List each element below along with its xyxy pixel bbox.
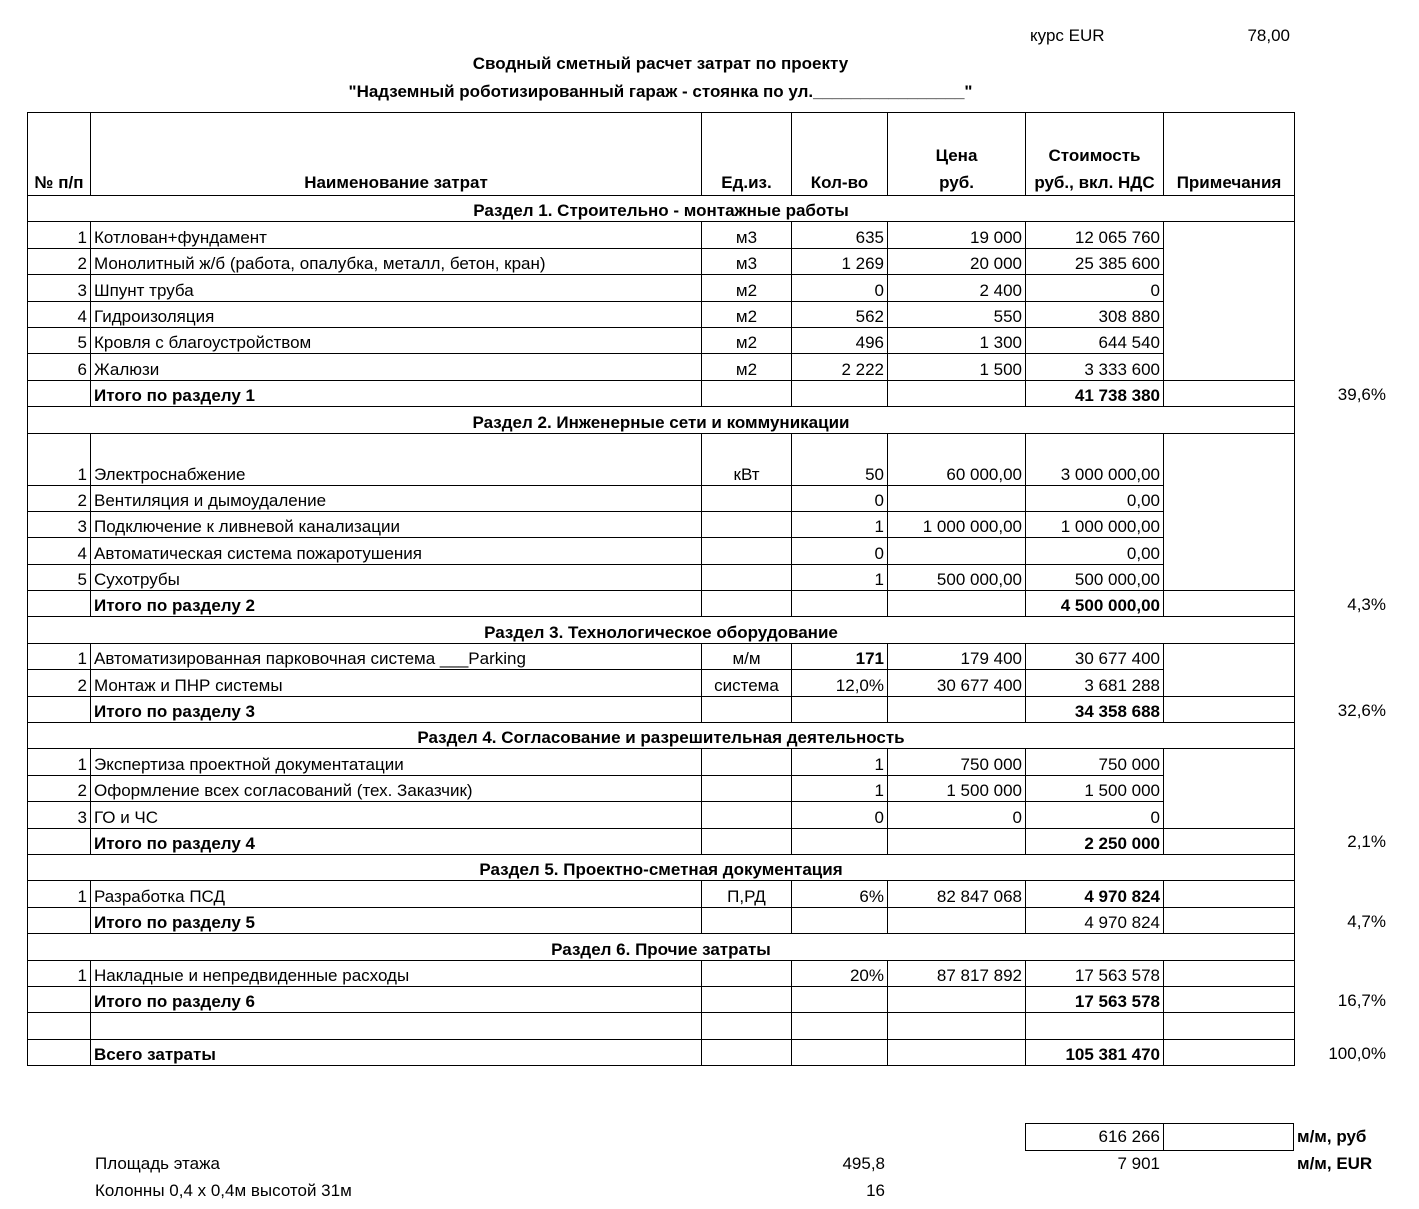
row-name: Вентиляция и дымоудаление [91, 485, 702, 511]
row-price: 60 000,00 [888, 433, 1026, 485]
section-total-row [28, 380, 1295, 406]
row-cost: 0,00 [1026, 485, 1164, 511]
row-unit [702, 775, 792, 801]
row-name: ГО и ЧС [91, 802, 702, 828]
row-cost: 4 970 824 [1026, 881, 1164, 907]
row-name: Монтаж и ПНР системы [91, 670, 702, 696]
row-price: 19 000 [888, 222, 1026, 248]
floor-area-label: Площадь этажа [95, 1154, 220, 1173]
empty-cell [1164, 1013, 1295, 1039]
row-qty: 1 [792, 749, 888, 775]
total-number [28, 591, 91, 617]
table-header-row [28, 113, 1295, 196]
total-number [28, 380, 91, 406]
row-number: 1 [28, 749, 91, 775]
table-row [28, 538, 1295, 564]
total-label: Итого по разделу 4 [91, 828, 702, 854]
per-place-rub-label: м/м, руб [1297, 1127, 1367, 1146]
col-header-cost [1026, 113, 1164, 196]
section-header-row [28, 723, 1295, 749]
row-price: 500 000,00 [888, 564, 1026, 590]
row-price: 20 000 [888, 248, 1026, 274]
row-qty: 0 [792, 802, 888, 828]
row-unit: м3 [702, 248, 792, 274]
row-price: 2 400 [888, 275, 1026, 301]
row-cost: 0,00 [1026, 538, 1164, 564]
row-qty: 6% [792, 881, 888, 907]
grand-total-unit [702, 1039, 792, 1065]
row-notes [1164, 485, 1295, 511]
row-cost: 3 681 288 [1026, 670, 1164, 696]
row-name: Гидроизоляция [91, 301, 702, 327]
section-title: Раздел 4. Согласование и разрешительная деятельность [28, 723, 1295, 749]
row-notes [1164, 564, 1295, 590]
grand-total-row [28, 1039, 1295, 1065]
total-label: Итого по разделу 1 [91, 380, 702, 406]
table-row [28, 643, 1295, 669]
section-share: 4,3% [1347, 594, 1386, 614]
section-title: Раздел 2. Инженерные сети и коммуникации [28, 407, 1295, 433]
row-qty: 496 [792, 327, 888, 353]
row-number: 6 [28, 354, 91, 380]
row-name: Шпунт труба [91, 275, 702, 301]
total-notes [1164, 907, 1295, 933]
row-qty: 1 [792, 564, 888, 590]
col-header-price [888, 113, 1026, 196]
row-notes [1164, 222, 1295, 248]
col-header-num: № п/п [28, 113, 91, 196]
total-cost: 41 738 380 [1026, 380, 1164, 406]
total-label: Итого по разделу 2 [91, 591, 702, 617]
row-qty: 12,0% [792, 670, 888, 696]
row-notes [1164, 354, 1295, 380]
section-title: Раздел 3. Технологическое оборудование [28, 617, 1295, 643]
table-row [28, 564, 1295, 590]
total-cost: 17 563 578 [1026, 986, 1164, 1012]
row-unit: м2 [702, 327, 792, 353]
row-number: 1 [28, 433, 91, 485]
total-number [28, 828, 91, 854]
table-row [28, 327, 1295, 353]
row-price: 1 500 [888, 354, 1026, 380]
total-price [888, 986, 1026, 1012]
total-number [28, 986, 91, 1012]
row-qty: 0 [792, 485, 888, 511]
floor-area-value: 495,8 [842, 1154, 885, 1173]
row-name: Жалюзи [91, 354, 702, 380]
row-unit: м2 [702, 301, 792, 327]
total-qty [792, 907, 888, 933]
row-number: 1 [28, 222, 91, 248]
per-place-eur-label: м/м, EUR [1297, 1154, 1373, 1173]
row-qty: 1 [792, 775, 888, 801]
row-notes [1164, 960, 1295, 986]
row-name: Накладные и непредвиденные расходы [91, 960, 702, 986]
row-price: 1 000 000,00 [888, 511, 1026, 537]
total-cost: 4 500 000,00 [1026, 591, 1164, 617]
col-header-cost-line2: руб., вкл. НДС [1034, 173, 1155, 192]
row-number: 5 [28, 564, 91, 590]
section-share: 4,7% [1347, 911, 1386, 931]
total-notes [1164, 591, 1295, 617]
row-name: Кровля с благоустройством [91, 327, 702, 353]
total-cost: 34 358 688 [1026, 696, 1164, 722]
grand-total-label: Всего затраты [91, 1039, 702, 1065]
empty-cell [702, 1013, 792, 1039]
rate-value: 78,00 [1247, 26, 1290, 45]
row-price: 1 500 000 [888, 775, 1026, 801]
row-price [888, 485, 1026, 511]
col-header-cost-line1: Стоимость [1048, 146, 1141, 165]
col-header-qty: Кол-во [792, 113, 888, 196]
row-number: 1 [28, 881, 91, 907]
total-price [888, 828, 1026, 854]
section-header-row [28, 407, 1295, 433]
col-header-unit: Ед.из. [702, 113, 792, 196]
empty-cell [888, 1013, 1026, 1039]
row-number: 2 [28, 775, 91, 801]
total-qty [792, 828, 888, 854]
row-number: 2 [28, 485, 91, 511]
row-notes [1164, 433, 1295, 485]
empty-cell [28, 1013, 91, 1039]
table-row [28, 802, 1295, 828]
row-cost: 30 677 400 [1026, 643, 1164, 669]
section-total-row [28, 696, 1295, 722]
total-notes [1164, 380, 1295, 406]
table-row [28, 275, 1295, 301]
row-notes [1164, 275, 1295, 301]
section-total-row [28, 828, 1295, 854]
total-number [28, 907, 91, 933]
col-header-name: Наименование затрат [91, 113, 702, 196]
row-price: 750 000 [888, 749, 1026, 775]
total-price [888, 380, 1026, 406]
table-row [28, 670, 1295, 696]
row-notes [1164, 670, 1295, 696]
columns-label: Колонны 0,4 х 0,4м высотой 31м [95, 1181, 352, 1200]
row-unit: П,РД [702, 881, 792, 907]
doc-title: Сводный сметный расчет затрат по проекту [472, 54, 849, 73]
row-unit: система [702, 670, 792, 696]
row-name: Автоматизированная парковочная система ___Parking [91, 643, 702, 669]
row-notes [1164, 511, 1295, 537]
row-cost: 1 500 000 [1026, 775, 1164, 801]
row-notes [1164, 248, 1295, 274]
row-unit [702, 802, 792, 828]
total-price [888, 907, 1026, 933]
row-price [888, 538, 1026, 564]
row-unit: м/м [702, 643, 792, 669]
row-unit: м2 [702, 275, 792, 301]
row-name: Сухотрубы [91, 564, 702, 590]
row-notes [1164, 301, 1295, 327]
total-cost: 2 250 000 [1026, 828, 1164, 854]
total-qty [792, 591, 888, 617]
empty-cell [91, 1013, 702, 1039]
section-header-row [28, 934, 1295, 960]
total-notes [1164, 828, 1295, 854]
col-header-price-line1: Цена [935, 146, 978, 165]
section-total-row [28, 907, 1295, 933]
grand-total-cost: 105 381 470 [1026, 1039, 1164, 1065]
table-row [28, 775, 1295, 801]
row-price: 1 300 [888, 327, 1026, 353]
section-title: Раздел 6. Прочие затраты [28, 934, 1295, 960]
total-label: Итого по разделу 5 [91, 907, 702, 933]
row-notes [1164, 802, 1295, 828]
row-name: Оформление всех согласований (тех. Заказчик) [91, 775, 702, 801]
row-unit [702, 749, 792, 775]
per-place-eur-value: 7 901 [1117, 1154, 1160, 1173]
total-price [888, 591, 1026, 617]
table-row [28, 749, 1295, 775]
total-number [28, 696, 91, 722]
row-name: Экспертиза проектной документатации [91, 749, 702, 775]
total-notes [1164, 986, 1295, 1012]
row-cost: 308 880 [1026, 301, 1164, 327]
section-header-row [28, 196, 1295, 222]
grand-total-price [888, 1039, 1026, 1065]
empty-row [28, 1013, 1295, 1039]
empty-cell [1026, 1013, 1164, 1039]
total-label: Итого по разделу 6 [91, 986, 702, 1012]
row-unit: кВт [702, 433, 792, 485]
row-price: 82 847 068 [888, 881, 1026, 907]
section-share: 16,7% [1337, 990, 1386, 1010]
row-price: 30 677 400 [888, 670, 1026, 696]
table-row [28, 881, 1295, 907]
row-number: 3 [28, 275, 91, 301]
row-qty: 562 [792, 301, 888, 327]
row-number: 3 [28, 802, 91, 828]
row-notes [1164, 538, 1295, 564]
row-number: 2 [28, 248, 91, 274]
row-cost: 25 385 600 [1026, 248, 1164, 274]
doc-subtitle: "Надземный роботизированный гараж - стоянка по ул.________________" [348, 82, 973, 101]
row-name: Электроснабжение [91, 433, 702, 485]
row-number: 2 [28, 670, 91, 696]
row-number: 1 [28, 643, 91, 669]
row-unit [702, 960, 792, 986]
section-title: Раздел 1. Строительно - монтажные работы [28, 196, 1295, 222]
total-unit [702, 380, 792, 406]
row-price: 179 400 [888, 643, 1026, 669]
row-cost: 644 540 [1026, 327, 1164, 353]
row-number: 1 [28, 960, 91, 986]
row-notes [1164, 749, 1295, 775]
section-total-row [28, 591, 1295, 617]
row-name: Подключение к ливневой канализации [91, 511, 702, 537]
row-qty: 2 222 [792, 354, 888, 380]
table-row [28, 354, 1295, 380]
row-cost: 1 000 000,00 [1026, 511, 1164, 537]
total-unit [702, 591, 792, 617]
estimate-table [27, 112, 1295, 1066]
table-row [28, 433, 1295, 485]
section-share: 32,6% [1337, 700, 1386, 720]
section-share: 2,1% [1347, 832, 1386, 852]
row-unit: м3 [702, 222, 792, 248]
row-qty: 635 [792, 222, 888, 248]
total-qty [792, 696, 888, 722]
row-cost: 3 000 000,00 [1026, 433, 1164, 485]
total-unit [702, 907, 792, 933]
row-name: Котлован+фундамент [91, 222, 702, 248]
row-notes [1164, 327, 1295, 353]
rate-label: курс EUR [1030, 26, 1105, 45]
table-row [28, 248, 1295, 274]
section-share: 100,0% [1328, 1043, 1386, 1063]
row-name: Автоматическая система пожаротушения [91, 538, 702, 564]
row-qty: 0 [792, 538, 888, 564]
col-header-price-line2: руб. [939, 173, 974, 192]
section-share: 39,6% [1337, 384, 1386, 404]
row-price: 550 [888, 301, 1026, 327]
table-row [28, 222, 1295, 248]
row-price: 87 817 892 [888, 960, 1026, 986]
row-qty: 1 [792, 511, 888, 537]
row-cost: 500 000,00 [1026, 564, 1164, 590]
table-row [28, 485, 1295, 511]
section-header-row [28, 617, 1295, 643]
total-notes [1164, 696, 1295, 722]
row-number: 3 [28, 511, 91, 537]
row-name: Разработка ПСД [91, 881, 702, 907]
section-header-row [28, 854, 1295, 880]
row-number: 5 [28, 327, 91, 353]
row-unit: м2 [702, 354, 792, 380]
total-label: Итого по разделу 3 [91, 696, 702, 722]
row-notes [1164, 881, 1295, 907]
per-place-rub-value: 616 266 [1098, 1127, 1160, 1146]
grand-total-notes [1164, 1039, 1295, 1065]
total-price [888, 696, 1026, 722]
grand-total-qty [792, 1039, 888, 1065]
total-unit [702, 986, 792, 1012]
row-notes [1164, 643, 1295, 669]
row-unit [702, 564, 792, 590]
row-notes [1164, 775, 1295, 801]
row-name: Монолитный ж/б (работа, опалубка, металл, бетон, кран) [91, 248, 702, 274]
row-qty: 20% [792, 960, 888, 986]
row-price: 0 [888, 802, 1026, 828]
row-cost: 0 [1026, 802, 1164, 828]
row-number: 4 [28, 538, 91, 564]
section-title: Раздел 5. Проектно-сметная документация [28, 854, 1295, 880]
grand-total-number [28, 1039, 91, 1065]
row-qty: 0 [792, 275, 888, 301]
row-cost: 17 563 578 [1026, 960, 1164, 986]
row-cost: 750 000 [1026, 749, 1164, 775]
table-row [28, 511, 1295, 537]
total-unit [702, 828, 792, 854]
row-cost: 3 333 600 [1026, 354, 1164, 380]
total-qty [792, 380, 888, 406]
row-unit [702, 511, 792, 537]
section-total-row [28, 986, 1295, 1012]
empty-cell [792, 1013, 888, 1039]
col-header-notes: Примечания [1164, 113, 1295, 196]
total-unit [702, 696, 792, 722]
row-unit [702, 538, 792, 564]
row-cost: 0 [1026, 275, 1164, 301]
per-place-box-divider [1163, 1123, 1164, 1151]
row-qty: 171 [792, 643, 888, 669]
row-unit [702, 485, 792, 511]
total-qty [792, 986, 888, 1012]
table-row [28, 960, 1295, 986]
table-row [28, 301, 1295, 327]
columns-value: 16 [866, 1181, 885, 1200]
row-number: 4 [28, 301, 91, 327]
row-qty: 50 [792, 433, 888, 485]
total-cost: 4 970 824 [1026, 907, 1164, 933]
row-cost: 12 065 760 [1026, 222, 1164, 248]
row-qty: 1 269 [792, 248, 888, 274]
